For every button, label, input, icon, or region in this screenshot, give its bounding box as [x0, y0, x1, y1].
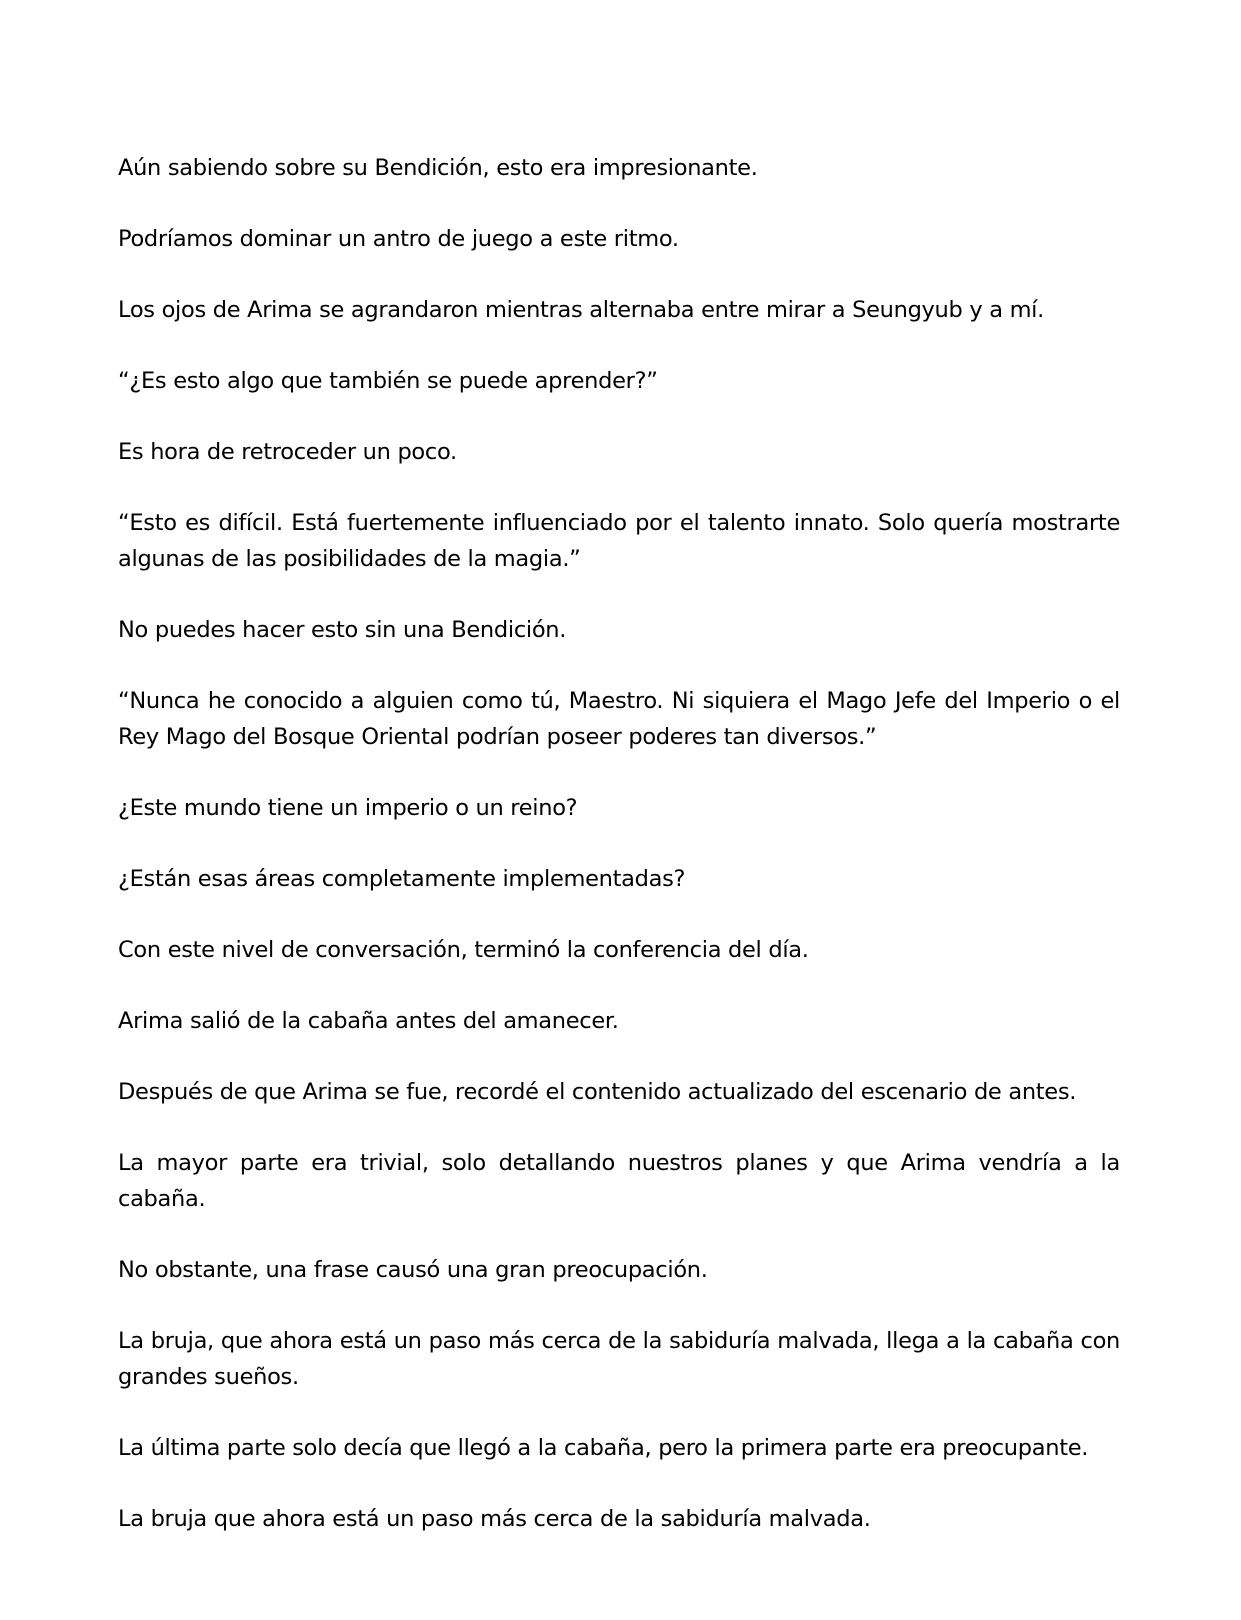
paragraph: La última parte solo decía que llegó a la cabaña, pero la primera parte era preocupante. [118, 1435, 1089, 1461]
paragraph: ¿Están esas áreas completamente implementadas? [118, 866, 686, 892]
paragraph: Los ojos de Arima se agrandaron mientras alternaba entre mirar a Seungyub y a mí. [118, 297, 1044, 323]
paragraph: ¿Este mundo tiene un imperio o un reino? [118, 795, 578, 821]
paragraph: La bruja, que ahora está un paso más cerca de la sabiduría malvada, llega a la cabaña con grandes sueños. [118, 1328, 1120, 1390]
paragraph: Después de que Arima se fue, recordé el contenido actualizado del escenario de antes. [118, 1079, 1077, 1105]
paragraph: No puedes hacer esto sin una Bendición. [118, 617, 567, 643]
paragraph: No obstante, una frase causó una gran preocupación. [118, 1257, 708, 1283]
paragraph: Aún sabiendo sobre su Bendición, esto era impresionante. [118, 155, 758, 181]
document-body [118, 150, 1120, 1572]
paragraph: “Nunca he conocido a alguien como tú, Maestro. Ni siquiera el Mago Jefe del Imperio o el Rey Mago del Bosque Oriental podrían poseer poderes tan diversos.” [118, 688, 1120, 750]
paragraph: “¿Es esto algo que también se puede aprender?” [118, 368, 658, 394]
paragraph: La bruja que ahora está un paso más cerca de la sabiduría malvada. [118, 1506, 871, 1532]
paragraph: Es hora de retroceder un poco. [118, 439, 457, 465]
paragraph: “Esto es difícil. Está fuertemente influenciado por el talento innato. Solo quería mostrarte algunas de las posibilidades de la magia.” [118, 510, 1120, 572]
paragraph: Podríamos dominar un antro de juego a este ritmo. [118, 226, 679, 252]
paragraph: Con este nivel de conversación, terminó la conferencia del día. [118, 937, 809, 963]
paragraph: Arima salió de la cabaña antes del amanecer. [118, 1008, 619, 1034]
paragraph: La mayor parte era trivial, solo detallando nuestros planes y que Arima vendría a la cabaña. [118, 1150, 1120, 1212]
